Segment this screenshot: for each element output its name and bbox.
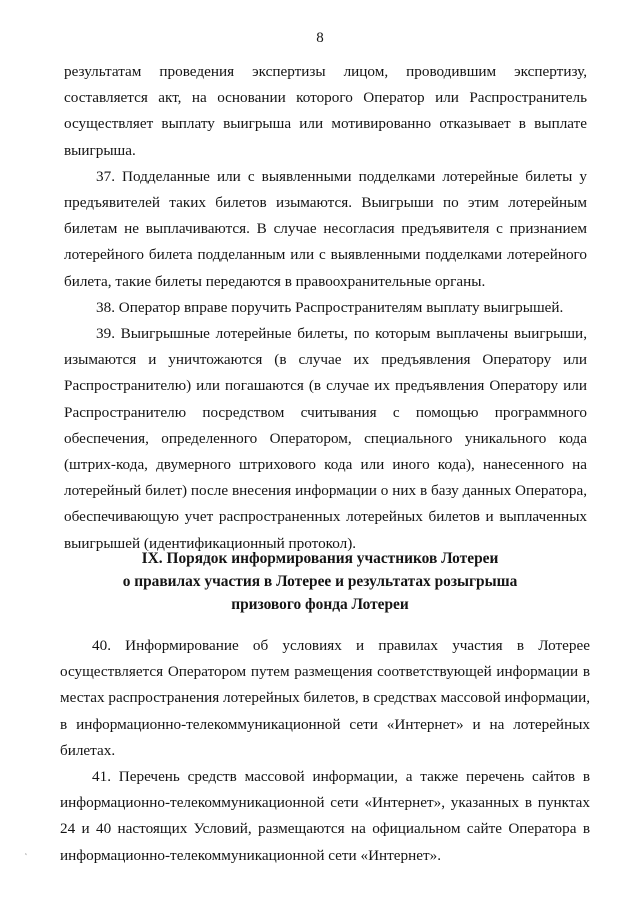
heading-line-2: о правилах участия в Лотерее и результатах розыгрыша	[122, 572, 518, 590]
paragraph-38: 38. Оператор вправе поручить Распространителям выплату выигрышей.	[96, 298, 564, 316]
heading-line-3: призового фонда Лотереи	[231, 595, 409, 613]
text-block-bottom	[60, 633, 590, 869]
paragraph-37: 37. Подделанные или с выявленными подделками лотерейные билеты у предъявителей таких билетов изымаются. Выигрыши по этим лотерейным билетам не выплачиваются. В случае несогласия предъявителя с признанием лотерейного билета подделанным или с выявленными подделками лотерейного билета, такие билеты передаются в правоохранительные органы.	[64, 167, 587, 290]
paragraph-continuation: результатам проведения экспертизы лицом, проводившим экспертизу, составляется акт, на основании которого Оператор или Распространитель осуществляет выплату выигрыша или мотивированно отказывает в выплате выигрыша.	[64, 63, 587, 159]
page-number: 8	[316, 30, 324, 46]
scan-margin-mark: ,	[18, 850, 29, 856]
paragraph-41: 41. Перечень средств массовой информации, а также перечень сайтов в информационно-телекоммуникационной сети «Интернет», указанных в пунктах 24 и 40 настоящих Условий, размещаются на официальном сайте Оператора в информационно-телекоммуникационной сети «Интернет».	[60, 768, 590, 864]
section-heading	[0, 548, 640, 616]
text-block-top	[64, 59, 587, 557]
paragraph-40: 40. Информирование об условиях и правилах участия в Лотерее осуществляется Оператором путем размещения соответствующей информации в местах распространения лотерейных билетов, в средствах массовой информации, в информационно-телекоммуникационной сети «Интернет» и на лотерейных билетах.	[60, 637, 590, 759]
paragraph-39: 39. Выигрышные лотерейные билеты, по которым выплачены выигрыши, изымаются и уничтожаются (в случае их предъявления Оператору или Распространителю) или погашаются (в случае их предъявления Оператору или Распространителю посредством считывания с помощью программного обеспечения, определенного Оператором, специального уникального кода (штрих-кода, двумерного штрихового кода или иного кода), нанесенного на лотерейный билет) после внесения информации о них в базу данных Оператора, обеспечивающую учет распространенных лотерейных билетов и выплаченных выигрышей (идентификационный протокол).	[64, 325, 587, 552]
heading-line-1: IX. Порядок информирования участников Лотереи	[141, 550, 499, 567]
